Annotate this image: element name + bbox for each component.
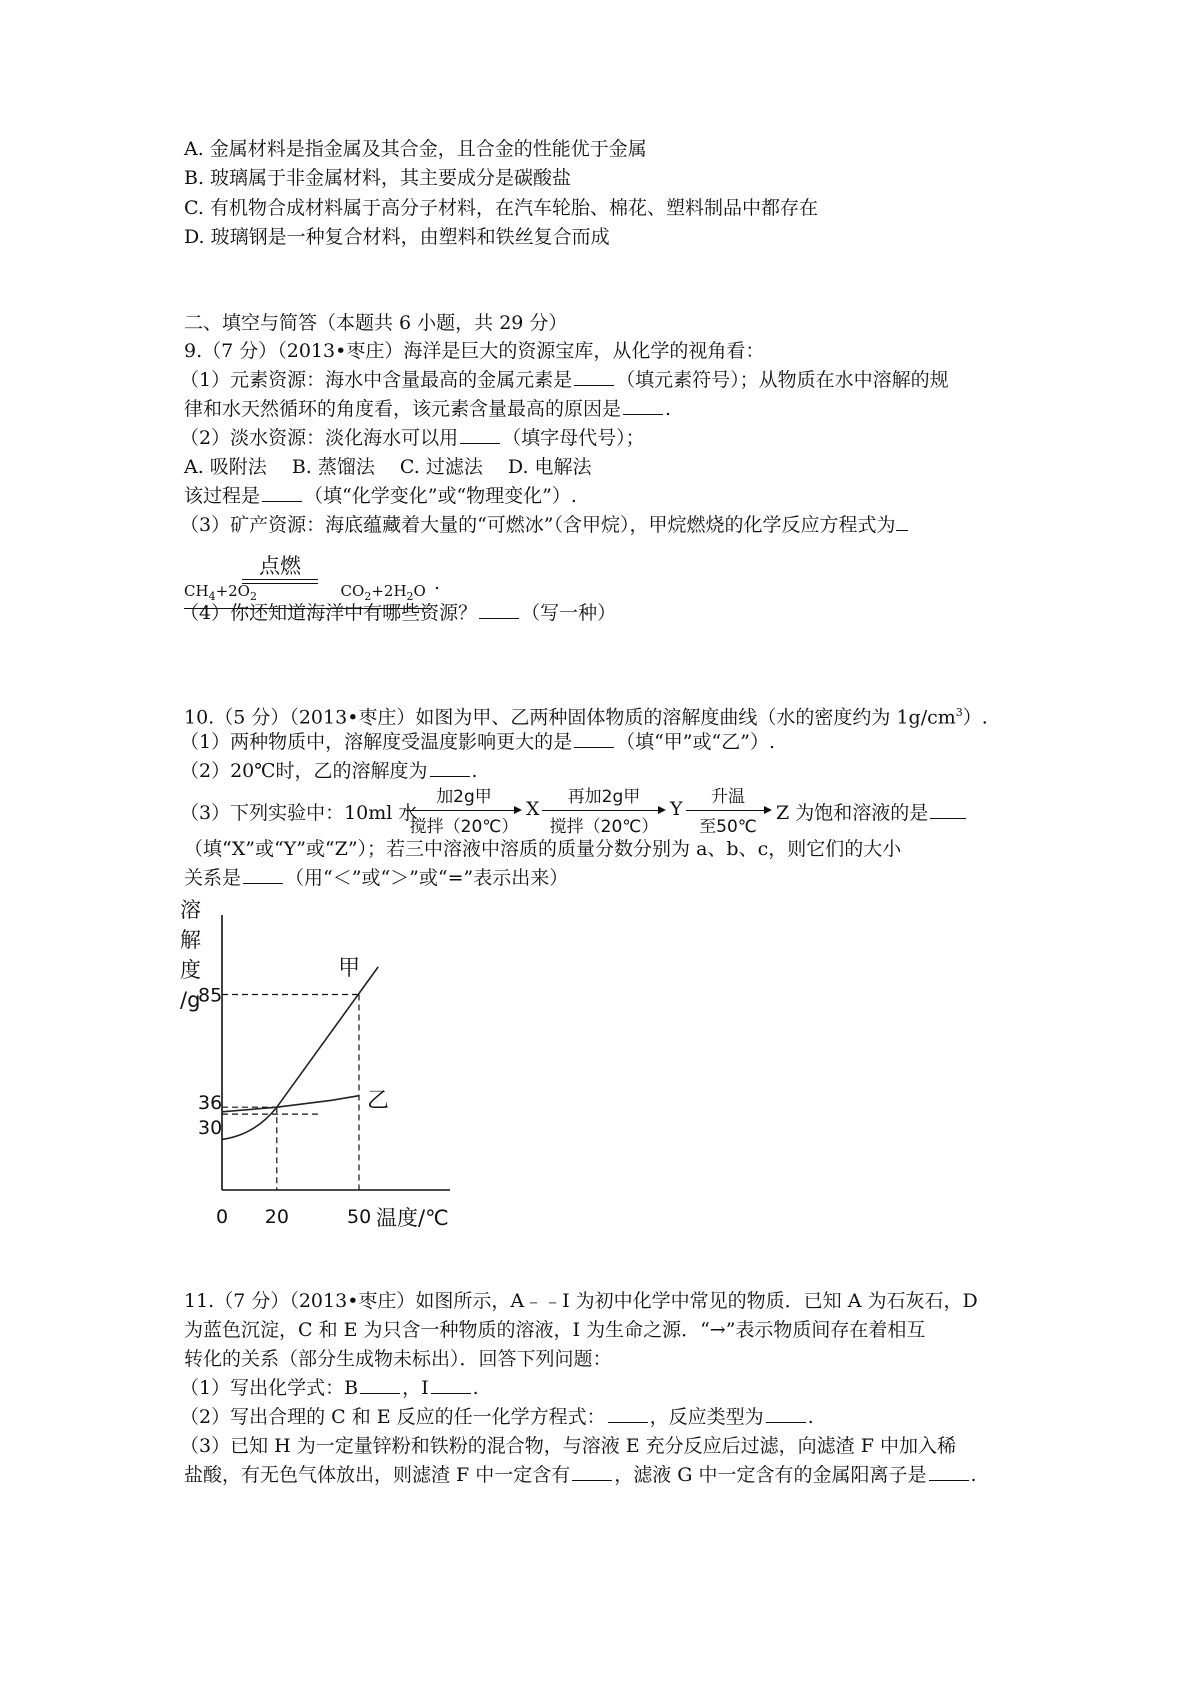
x-tick-label: 0 — [216, 1206, 229, 1228]
answer-blank — [574, 729, 614, 748]
series-line-yi — [222, 1096, 359, 1112]
section-title: 二、填空与简答（本题共 6 小题，共 29 分） — [184, 312, 568, 334]
arrow2-top-label: 再加2g甲 — [567, 787, 641, 807]
answer-blank — [623, 396, 663, 415]
q9-p1-text-a: （1）元素资源：海水中含量最高的金属元素是 — [180, 369, 573, 391]
q9-part2 — [180, 425, 645, 451]
eq-o: O — [413, 582, 426, 600]
q11-p1-text-a: （1）写出化学式：B — [180, 1377, 359, 1399]
y-tick-label: 85 — [198, 984, 223, 1007]
q10-stem-text: 10.（5 分）（2013•枣庄）如图为甲、乙两种固体物质的溶解度曲线（水的密度约为 1g/cm — [184, 706, 956, 729]
answer-blank — [243, 865, 283, 884]
x-tick-label: 50 — [347, 1206, 372, 1228]
q11-part2 — [180, 1404, 814, 1430]
q9-part2-options: A. 吸附法 B. 蒸馏法 C. 过滤法 D. 电解法 — [184, 456, 592, 478]
q9-p2-text-d: （填“化学变化”或“物理变化”）. — [304, 485, 577, 507]
q10-part3-cont: （填“X”或“Y”或“Z”）；若三中溶液中溶质的质量分数分别为 a、b、c，则它们的大小 — [184, 838, 902, 860]
eq-double-line-top — [242, 579, 318, 580]
q10-stem — [184, 700, 988, 730]
q8-option-a: A. 金属材料是指金属及其合金，且合金的性能优于金属 — [184, 138, 647, 160]
x-tick-label: 20 — [264, 1206, 289, 1228]
q10-y-label: Y — [670, 798, 683, 820]
q11-part3-cont — [184, 1462, 977, 1488]
q9-p2-text-a: （2）淡水资源：淡化海水可以用 — [180, 427, 459, 449]
eq-co: CO — [340, 582, 365, 600]
eq-period: . — [434, 572, 441, 594]
arrow1-bottom-label: 搅拌（20℃） — [409, 817, 519, 837]
q10-p2-text-a: （2）20℃时，乙的溶解度为 — [180, 760, 428, 782]
answer-blank — [479, 600, 519, 619]
q11-part1 — [180, 1375, 479, 1401]
q9-p1-text-c: 律和水天然循环的角度看，该元素含量最高的原因是 — [184, 398, 622, 420]
answer-blank — [574, 367, 614, 386]
answer-blank — [430, 758, 470, 777]
q10-part3-row — [180, 787, 1030, 840]
solubility-chart — [180, 895, 500, 1235]
y-tick-label: 36 — [198, 1092, 223, 1115]
q9-part1-cont — [184, 396, 671, 422]
eq-o2: +2O — [215, 582, 250, 600]
q11-p1-text-b: ，I — [402, 1377, 429, 1399]
q9-part1 — [180, 367, 949, 393]
arrow2-bottom-label: 搅拌（20℃） — [549, 817, 659, 837]
answer-blank — [929, 1462, 969, 1481]
x-axis-label: 温度/℃ — [376, 1206, 449, 1230]
q11-part3: （3）已知 H 为一定量锌粉和铁粉的混合物，与溶液 E 充分反应后过滤，向滤渣 F 中加入稀 — [180, 1435, 956, 1457]
q10-p3-text-b: Z 为饱和溶液的是 — [776, 802, 929, 824]
y-axis-label-char: 度 — [180, 958, 201, 982]
arrow3-line — [686, 810, 764, 811]
q11-line2: 为蓝色沉淀，C 和 E 为只含一种物质的溶液，I 为生命之源．“→”表示物质间存在着相互 — [184, 1319, 926, 1341]
eq-condition: 点燃 — [259, 554, 301, 578]
q11-p3-text-b: 盐酸，有无色气体放出，则滤渣 F 中一定含有 — [184, 1464, 571, 1486]
answer-blank — [360, 1375, 400, 1394]
y-axis-label-char: 解 — [180, 928, 201, 952]
eq-sub: 2 — [364, 590, 372, 603]
q8-option-b: B. 玻璃属于非金属材料，其主要成分是碳酸盐 — [184, 167, 572, 189]
answer-underline — [896, 512, 908, 531]
series-label: 甲 — [338, 955, 361, 981]
arrow2-line — [542, 810, 658, 811]
series-label: 乙 — [367, 1088, 390, 1114]
answer-blank — [262, 483, 302, 502]
eq-sub: 2 — [406, 590, 414, 603]
q11-p2-text-a: （2）写出合理的 C 和 E 反应的任一化学方程式： — [180, 1406, 606, 1428]
q9-part2-cont — [184, 483, 577, 509]
y-axis-label-char: /g — [180, 988, 201, 1012]
eq-ch: CH — [184, 582, 209, 600]
q10-part3-cont2 — [184, 865, 568, 891]
q10-x-label: X — [526, 798, 540, 820]
q9-p1-text-d: . — [665, 398, 672, 420]
q11-p3-text-c: ，滤液 G 中一定含有的金属阳离子是 — [614, 1464, 927, 1486]
answer-blank — [572, 1462, 612, 1481]
q9-p2-text-b: （填字母代号）； — [502, 427, 645, 449]
q10-p1-text-b: （填“甲”或“乙”）. — [616, 731, 775, 753]
q11-line1: 11.（7 分）（2013•枣庄）如图所示，A﹣﹣I 为初中化学中常见的物质．已知 A 为石灰石，D — [184, 1290, 978, 1312]
q11-p1-text-c: . — [472, 1377, 479, 1399]
q11-p2-text-c: . — [807, 1406, 814, 1428]
answer-blank — [930, 800, 966, 819]
q10-part1 — [180, 729, 775, 755]
q10-part2 — [180, 758, 478, 784]
q10-p3-text-d: 关系是 — [184, 867, 242, 889]
q11-p2-text-b: ，反应类型为 — [649, 1406, 764, 1428]
answer-blank — [766, 1404, 806, 1423]
q9-p4-text-b: （写一种） — [521, 602, 617, 624]
y-axis-label-char: 溶 — [180, 898, 201, 922]
eq-sub: 4 — [208, 590, 216, 603]
q10-stem-end: ）. — [962, 706, 988, 729]
answer-blank — [431, 1375, 471, 1394]
arrow3-bottom-label: 至50℃ — [699, 817, 757, 837]
q9-part3 — [180, 512, 908, 538]
q9-part4 — [180, 600, 616, 626]
arrow1-top-label: 加2g甲 — [436, 787, 492, 807]
eq-double-line-bottom — [242, 583, 318, 584]
answer-blank — [608, 1404, 648, 1423]
y-tick-label: 30 — [198, 1117, 223, 1140]
q9-p4-text-a: （4）你还知道海洋中有哪些资源？ — [180, 602, 478, 624]
q10-p3-text-a: （3）下列实验中：10ml 水 — [180, 802, 418, 824]
q9-p2-text-c: 该过程是 — [184, 485, 261, 507]
answer-blank — [460, 425, 500, 444]
q10-p3-text-e: （用“＜”或“＞”或“=”表示出来） — [285, 867, 569, 889]
q10-p2-text-b: . — [471, 760, 478, 782]
q10-p1-text-a: （1）两种物质中，溶解度受温度影响更大的是 — [180, 731, 573, 753]
q9-p3-text: （3）矿产资源：海底蕴藏着大量的“可燃冰”（含甲烷），甲烷燃烧的化学反应方程式为 — [180, 514, 896, 536]
q8-option-c: C. 有机物合成材料属于高分子材料，在汽车轮胎、棉花、塑料制品中都存在 — [184, 197, 818, 219]
arrow3-top-label: 升温 — [711, 787, 745, 807]
eq-h: +2H — [371, 582, 407, 600]
q9-p1-text-b: （填元素符号）；从物质在水中溶解的规 — [616, 369, 949, 391]
eq-sub: 2 — [249, 590, 257, 603]
q11-line3: 转化的关系（部分生成物未标出）．回答下列问题： — [184, 1348, 612, 1370]
q9-stem: 9.（7 分）（2013•枣庄）海洋是巨大的资源宝库，从化学的视角看： — [184, 340, 765, 362]
q10-p3-text-b-wrap — [776, 798, 968, 825]
q8-option-d: D. 玻璃钢是一种复合材料，由塑料和铁丝复合而成 — [184, 226, 610, 248]
q10-stem-sup: 3 — [955, 706, 963, 719]
q11-p3-text-d: . — [970, 1464, 977, 1486]
arrow1-line — [406, 810, 514, 811]
